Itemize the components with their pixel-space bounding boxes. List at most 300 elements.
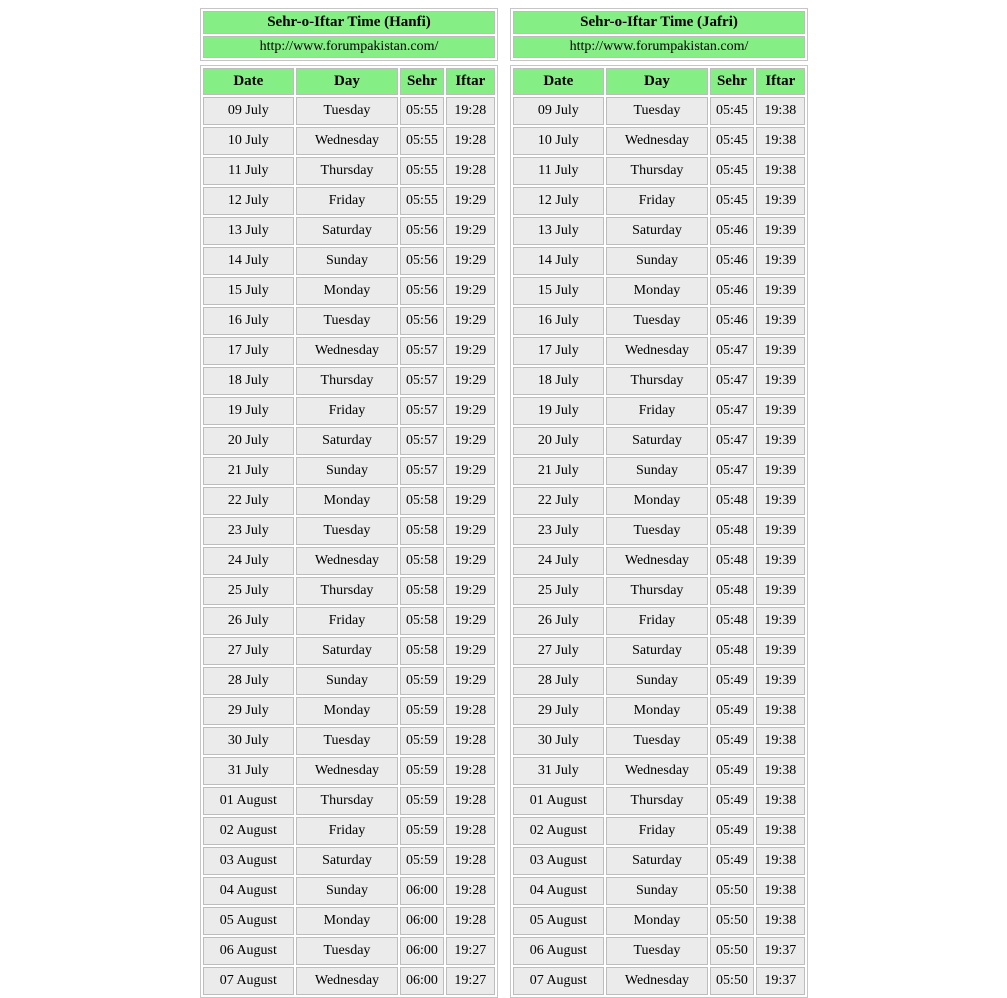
table-cell: 19:38 <box>756 877 805 905</box>
table-cell: 12 July <box>203 187 294 215</box>
table-row <box>513 727 805 755</box>
table-cell: Friday <box>606 607 709 635</box>
table-cell: 19:39 <box>756 217 805 245</box>
table-cell: 24 July <box>513 547 604 575</box>
table-cell: 13 July <box>203 217 294 245</box>
table-cell: Monday <box>606 487 709 515</box>
table-cell: 11 July <box>203 157 294 185</box>
table-cell: 19:28 <box>446 697 495 725</box>
table-cell: 05:50 <box>710 907 753 935</box>
table-cell: 22 July <box>203 487 294 515</box>
table-cell: 19:39 <box>756 337 805 365</box>
table-cell: 05:47 <box>710 457 753 485</box>
table-cell: 05:58 <box>400 547 443 575</box>
table-row <box>203 487 495 515</box>
table-cell: 05 August <box>203 907 294 935</box>
table-cell: 19:29 <box>446 667 495 695</box>
table-cell: Saturday <box>296 847 399 875</box>
table-row <box>203 427 495 455</box>
hanfi-table-group <box>200 8 498 998</box>
table-cell: 19:27 <box>446 937 495 965</box>
table-cell: Friday <box>296 187 399 215</box>
table-row <box>513 457 805 485</box>
table-cell: 05:50 <box>710 967 753 995</box>
table-cell: Friday <box>296 607 399 635</box>
table-cell: 31 July <box>203 757 294 785</box>
table-cell: 19:39 <box>756 187 805 215</box>
table-row <box>513 247 805 275</box>
table-cell: 05:48 <box>710 577 753 605</box>
table-cell: 05:58 <box>400 577 443 605</box>
table-cell: 26 July <box>203 607 294 635</box>
column-header-iftar: Iftar <box>756 68 805 95</box>
table-row <box>513 217 805 245</box>
table-cell: 05:49 <box>710 667 753 695</box>
table-row <box>513 847 805 875</box>
table-cell: 05:48 <box>710 607 753 635</box>
table-cell: Friday <box>296 817 399 845</box>
table-cell: 19:39 <box>756 667 805 695</box>
table-cell: Wednesday <box>296 757 399 785</box>
table-cell: Tuesday <box>296 727 399 755</box>
table-cell: Monday <box>296 907 399 935</box>
table-row <box>203 367 495 395</box>
table-row <box>513 397 805 425</box>
table-cell: 19 July <box>513 397 604 425</box>
table-cell: 19:38 <box>756 697 805 725</box>
table-cell: 07 August <box>203 967 294 995</box>
table-cell: Monday <box>296 697 399 725</box>
table-cell: Saturday <box>296 427 399 455</box>
table-cell: Thursday <box>296 787 399 815</box>
table-cell: Saturday <box>606 637 709 665</box>
table-cell: 05:49 <box>710 787 753 815</box>
table-cell: Thursday <box>606 577 709 605</box>
table-row <box>513 97 805 125</box>
table-cell: 05:58 <box>400 637 443 665</box>
table-cell: Tuesday <box>606 937 709 965</box>
table-row <box>203 937 495 965</box>
table-cell: Wednesday <box>606 967 709 995</box>
table-row <box>513 637 805 665</box>
table-cell: 19:29 <box>446 397 495 425</box>
table-cell: 05:45 <box>710 127 753 155</box>
table-cell: 19:39 <box>756 637 805 665</box>
table-cell: 05:56 <box>400 217 443 245</box>
table-cell: Wednesday <box>296 967 399 995</box>
table-row <box>203 247 495 275</box>
table-row <box>513 157 805 185</box>
table-row <box>513 937 805 965</box>
table-cell: 19:39 <box>756 397 805 425</box>
table-row <box>513 667 805 695</box>
table-cell: 19:28 <box>446 817 495 845</box>
table-title: Sehr-o-Iftar Time (Jafri) <box>513 11 805 34</box>
table-cell: 23 July <box>203 517 294 545</box>
table-row <box>513 547 805 575</box>
table-cell: 05:46 <box>710 247 753 275</box>
table-cell: Tuesday <box>606 517 709 545</box>
table-cell: 19:39 <box>756 577 805 605</box>
table-cell: 05:55 <box>400 97 443 125</box>
table-cell: 05:49 <box>710 847 753 875</box>
table-cell: 05:49 <box>710 727 753 755</box>
table-cell: 12 July <box>513 187 604 215</box>
table-cell: 19:39 <box>756 247 805 275</box>
table-cell: 28 July <box>203 667 294 695</box>
table-cell: 10 July <box>513 127 604 155</box>
table-cell: 10 July <box>203 127 294 155</box>
table-cell: 18 July <box>513 367 604 395</box>
table-cell: 19:29 <box>446 427 495 455</box>
table-cell: 19:28 <box>446 847 495 875</box>
table-cell: 31 July <box>513 757 604 785</box>
table-cell: 05:55 <box>400 127 443 155</box>
table-cell: 19:27 <box>446 967 495 995</box>
table-cell: 19:29 <box>446 487 495 515</box>
table-cell: 29 July <box>203 697 294 725</box>
table-cell: 19:28 <box>446 727 495 755</box>
table-cell: Sunday <box>606 667 709 695</box>
table-cell: Friday <box>606 187 709 215</box>
table-cell: 05:48 <box>710 637 753 665</box>
table-cell: 17 July <box>513 337 604 365</box>
table-cell: 02 August <box>513 817 604 845</box>
table-cell: 26 July <box>513 607 604 635</box>
table-cell: 05:45 <box>710 97 753 125</box>
table-cell: 14 July <box>203 247 294 275</box>
table-cell: Saturday <box>606 217 709 245</box>
table-row <box>203 307 495 335</box>
table-cell: Thursday <box>296 367 399 395</box>
table-cell: 05:58 <box>400 607 443 635</box>
column-header-day: Day <box>606 68 709 95</box>
table-row <box>203 787 495 815</box>
table-row <box>203 577 495 605</box>
table-row <box>513 277 805 305</box>
table-cell: 19:38 <box>756 847 805 875</box>
table-cell: Monday <box>606 907 709 935</box>
table-row <box>513 877 805 905</box>
header-row <box>513 68 805 95</box>
table-cell: Monday <box>606 697 709 725</box>
table-cell: 05:59 <box>400 847 443 875</box>
table-cell: 19:38 <box>756 157 805 185</box>
table-cell: Sunday <box>296 877 399 905</box>
table-cell: Friday <box>606 817 709 845</box>
table-cell: 19:29 <box>446 187 495 215</box>
table-cell: 05:47 <box>710 427 753 455</box>
table-row <box>203 697 495 725</box>
table-cell: 05:57 <box>400 457 443 485</box>
table-cell: 24 July <box>203 547 294 575</box>
table-cell: 03 August <box>203 847 294 875</box>
table-cell: 05:47 <box>710 367 753 395</box>
table-cell: 21 July <box>203 457 294 485</box>
table-cell: 19:38 <box>756 757 805 785</box>
table-cell: 19:37 <box>756 967 805 995</box>
table-cell: 19:28 <box>446 787 495 815</box>
table-cell: Sunday <box>606 457 709 485</box>
table-cell: 05:50 <box>710 877 753 905</box>
table-cell: 05:59 <box>400 667 443 695</box>
table-row <box>203 337 495 365</box>
table-cell: 05:46 <box>710 217 753 245</box>
table-cell: 19:28 <box>446 907 495 935</box>
table-cell: 05:49 <box>710 697 753 725</box>
table-row <box>203 517 495 545</box>
table-cell: 19:39 <box>756 277 805 305</box>
table-cell: 06:00 <box>400 907 443 935</box>
table-row <box>203 907 495 935</box>
table-cell: 14 July <box>513 247 604 275</box>
column-header-iftar: Iftar <box>446 68 495 95</box>
table-cell: 18 July <box>203 367 294 395</box>
table-cell: Wednesday <box>606 547 709 575</box>
table-cell: 25 July <box>203 577 294 605</box>
table-cell: 05:58 <box>400 487 443 515</box>
table-cell: 19:39 <box>756 547 805 575</box>
table-row <box>513 187 805 215</box>
table-cell: 05:59 <box>400 727 443 755</box>
table-row <box>203 847 495 875</box>
table-row <box>513 607 805 635</box>
table-cell: 04 August <box>513 877 604 905</box>
table-cell: Wednesday <box>296 127 399 155</box>
table-cell: Monday <box>606 277 709 305</box>
table-cell: Saturday <box>606 427 709 455</box>
table-cell: 15 July <box>513 277 604 305</box>
table-cell: Friday <box>606 397 709 425</box>
table-row <box>513 817 805 845</box>
jafri-banner <box>510 8 808 61</box>
table-cell: 05:48 <box>710 517 753 545</box>
table-row <box>203 817 495 845</box>
table-cell: 23 July <box>513 517 604 545</box>
table-cell: 19:29 <box>446 277 495 305</box>
table-url: http://www.forumpakistan.com/ <box>513 36 805 58</box>
table-cell: Tuesday <box>296 307 399 335</box>
table-cell: Thursday <box>606 157 709 185</box>
table-cell: 19:39 <box>756 457 805 485</box>
table-cell: 19:29 <box>446 307 495 335</box>
table-cell: 06 August <box>513 937 604 965</box>
table-row <box>513 127 805 155</box>
table-cell: 30 July <box>203 727 294 755</box>
table-cell: Monday <box>296 487 399 515</box>
table-cell: Saturday <box>606 847 709 875</box>
table-cell: Tuesday <box>606 727 709 755</box>
table-cell: 27 July <box>203 637 294 665</box>
table-cell: 19 July <box>203 397 294 425</box>
table-cell: Wednesday <box>606 127 709 155</box>
table-row <box>513 757 805 785</box>
table-cell: Tuesday <box>296 97 399 125</box>
table-row <box>513 307 805 335</box>
table-cell: 05:57 <box>400 337 443 365</box>
table-cell: 16 July <box>513 307 604 335</box>
table-cell: 05:55 <box>400 187 443 215</box>
table-cell: 19:29 <box>446 577 495 605</box>
table-cell: 05:56 <box>400 277 443 305</box>
table-cell: 05:49 <box>710 817 753 845</box>
table-cell: 19:29 <box>446 217 495 245</box>
table-row <box>513 577 805 605</box>
table-cell: Sunday <box>606 247 709 275</box>
table-cell: 19:39 <box>756 607 805 635</box>
table-url: http://www.forumpakistan.com/ <box>203 36 495 58</box>
table-cell: 25 July <box>513 577 604 605</box>
table-row <box>203 547 495 575</box>
column-header-sehr: Sehr <box>400 68 443 95</box>
table-cell: 05 August <box>513 907 604 935</box>
table-cell: Wednesday <box>296 337 399 365</box>
table-cell: 19:38 <box>756 97 805 125</box>
table-cell: 19:39 <box>756 517 805 545</box>
table-cell: 19:29 <box>446 367 495 395</box>
table-row <box>203 97 495 125</box>
table-row <box>203 457 495 485</box>
table-cell: 19:37 <box>756 937 805 965</box>
table-row <box>203 727 495 755</box>
table-cell: Tuesday <box>296 517 399 545</box>
table-cell: 05:48 <box>710 487 753 515</box>
table-cell: Sunday <box>296 457 399 485</box>
table-cell: 19:29 <box>446 517 495 545</box>
table-cell: Thursday <box>606 367 709 395</box>
table-cell: 29 July <box>513 697 604 725</box>
table-cell: 19:28 <box>446 97 495 125</box>
table-cell: 22 July <box>513 487 604 515</box>
table-row <box>203 127 495 155</box>
table-row <box>513 907 805 935</box>
table-cell: 19:39 <box>756 367 805 395</box>
table-cell: Sunday <box>296 247 399 275</box>
table-row <box>513 367 805 395</box>
table-row <box>513 967 805 995</box>
table-title: Sehr-o-Iftar Time (Hanfi) <box>203 11 495 34</box>
table-cell: 05:46 <box>710 307 753 335</box>
table-cell: 19:29 <box>446 637 495 665</box>
table-cell: 01 August <box>203 787 294 815</box>
table-cell: 09 July <box>203 97 294 125</box>
table-cell: Tuesday <box>606 97 709 125</box>
table-cell: Monday <box>296 277 399 305</box>
column-header-date: Date <box>203 68 294 95</box>
table-cell: 06 August <box>203 937 294 965</box>
table-row <box>203 157 495 185</box>
table-cell: 19:38 <box>756 817 805 845</box>
table-cell: 05:47 <box>710 397 753 425</box>
table-cell: 05:46 <box>710 277 753 305</box>
table-cell: 05:59 <box>400 697 443 725</box>
hanfi-timings-table <box>200 65 498 998</box>
table-cell: 19:39 <box>756 307 805 335</box>
table-cell: Tuesday <box>606 307 709 335</box>
table-cell: Sunday <box>606 877 709 905</box>
table-row <box>513 427 805 455</box>
table-cell: 27 July <box>513 637 604 665</box>
table-cell: 19:28 <box>446 157 495 185</box>
table-row <box>203 397 495 425</box>
table-cell: 19:29 <box>446 607 495 635</box>
table-cell: Sunday <box>296 667 399 695</box>
table-cell: 01 August <box>513 787 604 815</box>
table-cell: 17 July <box>203 337 294 365</box>
table-cell: 05:56 <box>400 247 443 275</box>
table-cell: 11 July <box>513 157 604 185</box>
table-cell: 19:38 <box>756 787 805 815</box>
table-cell: Saturday <box>296 217 399 245</box>
table-cell: Thursday <box>296 157 399 185</box>
table-cell: 05:59 <box>400 787 443 815</box>
table-cell: 05:56 <box>400 307 443 335</box>
table-cell: 30 July <box>513 727 604 755</box>
table-row <box>203 877 495 905</box>
tables-wrap <box>200 8 808 998</box>
table-row <box>203 187 495 215</box>
table-row <box>513 517 805 545</box>
table-cell: 07 August <box>513 967 604 995</box>
table-cell: 16 July <box>203 307 294 335</box>
table-cell: Saturday <box>296 637 399 665</box>
column-header-sehr: Sehr <box>710 68 753 95</box>
header-row <box>203 68 495 95</box>
table-cell: 19:39 <box>756 487 805 515</box>
table-cell: 19:28 <box>446 757 495 785</box>
table-cell: 19:28 <box>446 127 495 155</box>
table-row <box>203 757 495 785</box>
table-cell: 28 July <box>513 667 604 695</box>
table-cell: Wednesday <box>606 757 709 785</box>
table-cell: 19:38 <box>756 907 805 935</box>
table-row <box>203 637 495 665</box>
table-row <box>203 667 495 695</box>
table-cell: Thursday <box>606 787 709 815</box>
jafri-table-group <box>510 8 808 998</box>
table-row <box>203 967 495 995</box>
jafri-timings-table <box>510 65 808 998</box>
table-cell: 19:29 <box>446 337 495 365</box>
table-cell: 05:48 <box>710 547 753 575</box>
table-cell: Wednesday <box>606 337 709 365</box>
table-cell: 05:55 <box>400 157 443 185</box>
table-cell: 04 August <box>203 877 294 905</box>
table-cell: 06:00 <box>400 877 443 905</box>
table-cell: 19:29 <box>446 547 495 575</box>
table-cell: 05:47 <box>710 337 753 365</box>
table-row <box>513 697 805 725</box>
table-cell: 05:50 <box>710 937 753 965</box>
table-cell: Wednesday <box>296 547 399 575</box>
table-cell: 19:38 <box>756 127 805 155</box>
table-row <box>513 337 805 365</box>
table-cell: 15 July <box>203 277 294 305</box>
table-row <box>513 487 805 515</box>
table-cell: 05:58 <box>400 517 443 545</box>
table-cell: 05:59 <box>400 817 443 845</box>
table-cell: Friday <box>296 397 399 425</box>
table-cell: Thursday <box>296 577 399 605</box>
table-cell: 02 August <box>203 817 294 845</box>
table-cell: Tuesday <box>296 937 399 965</box>
hanfi-banner <box>200 8 498 61</box>
table-row <box>203 217 495 245</box>
table-cell: 19:29 <box>446 247 495 275</box>
table-cell: 05:45 <box>710 157 753 185</box>
column-header-day: Day <box>296 68 399 95</box>
table-row <box>203 607 495 635</box>
